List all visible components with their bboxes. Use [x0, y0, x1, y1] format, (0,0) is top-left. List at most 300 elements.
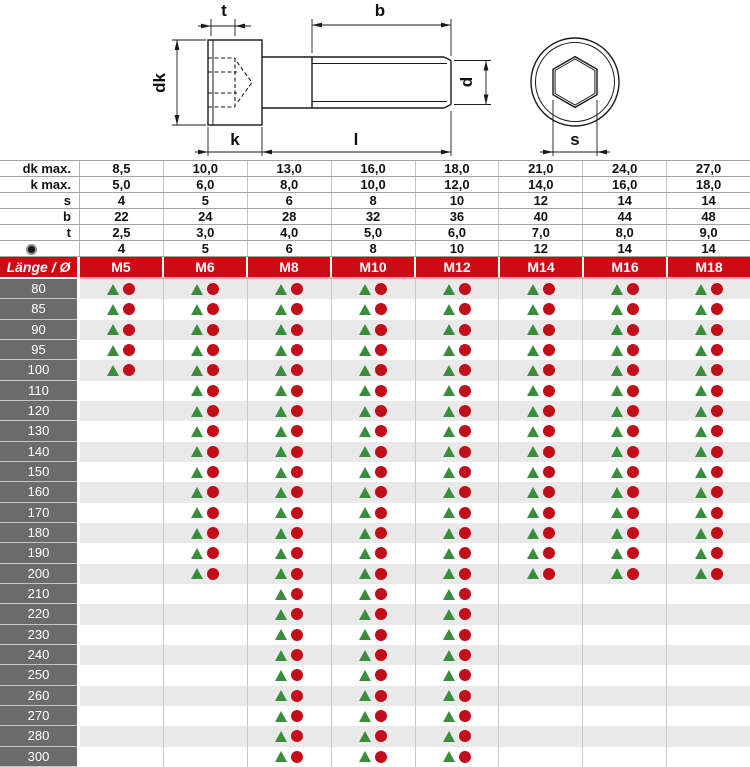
availability-triangle-icon: [275, 446, 287, 457]
spec-row-label: [0, 241, 77, 256]
table-row-length-250: [0, 665, 750, 685]
availability-triangle-icon: [443, 446, 455, 457]
availability-cell: [80, 320, 163, 340]
availability-dot-icon: [459, 751, 471, 763]
availability-cell: [331, 279, 415, 299]
availability-cell: [163, 299, 247, 319]
availability-triangle-icon: [275, 690, 287, 701]
availability-dot-icon: [627, 507, 639, 519]
spec-value: 8: [331, 241, 415, 256]
availability-triangle-icon: [191, 324, 203, 335]
availability-dot-icon: [207, 283, 219, 295]
availability-cell: [331, 543, 415, 563]
availability-triangle-icon: [695, 406, 707, 417]
availability-cell: [331, 421, 415, 441]
availability-dot-icon: [291, 649, 303, 661]
availability-dot-icon: [291, 303, 303, 315]
availability-triangle-icon: [275, 345, 287, 356]
spec-row-label: k max.: [30, 177, 71, 192]
availability-cell: [498, 564, 582, 584]
column-header-m12: M12: [414, 257, 498, 277]
availability-dot-icon: [375, 385, 387, 397]
availability-triangle-icon: [191, 528, 203, 539]
availability-cell: [498, 279, 582, 299]
availability-triangle-icon: [527, 345, 539, 356]
spec-value: 18,0: [415, 161, 499, 176]
availability-cell: [163, 726, 247, 746]
availability-cell: [247, 340, 331, 360]
availability-triangle-icon: [275, 385, 287, 396]
length-cell: 150: [0, 462, 77, 482]
availability-cell: [80, 665, 163, 685]
availability-dot-icon: [627, 568, 639, 580]
availability-cell: [163, 706, 247, 726]
availability-dot-icon: [459, 303, 471, 315]
availability-cell: [415, 686, 499, 706]
availability-dot-icon: [207, 466, 219, 478]
availability-dot-icon: [375, 751, 387, 763]
availability-dot-icon: [543, 344, 555, 356]
availability-dot-icon: [291, 486, 303, 498]
availability-triangle-icon: [695, 426, 707, 437]
availability-cell: [666, 401, 750, 421]
availability-dot-icon: [207, 364, 219, 376]
dim-label-k: k: [230, 130, 240, 149]
availability-dot-icon: [459, 547, 471, 559]
availability-dot-icon: [543, 405, 555, 417]
spec-row-t: [0, 225, 750, 241]
table-row-length-100: [0, 360, 750, 380]
availability-cell: [582, 564, 666, 584]
availability-cell: [415, 279, 499, 299]
availability-cell: [582, 279, 666, 299]
spec-value: 10,0: [163, 161, 247, 176]
availability-dot-icon: [543, 486, 555, 498]
availability-cell: [80, 706, 163, 726]
spec-value: 8,0: [247, 177, 331, 192]
availability-triangle-icon: [107, 284, 119, 295]
availability-triangle-icon: [611, 365, 623, 376]
availability-cell: [582, 523, 666, 543]
availability-cell: [415, 360, 499, 380]
availability-cell: [582, 665, 666, 685]
availability-cell: [415, 706, 499, 726]
availability-cell: [247, 564, 331, 584]
availability-cell: [331, 320, 415, 340]
availability-cell: [666, 360, 750, 380]
spec-value: 7,0: [498, 225, 582, 240]
availability-cell: [247, 482, 331, 502]
availability-cell: [415, 503, 499, 523]
availability-cell: [582, 360, 666, 380]
availability-dot-icon: [291, 568, 303, 580]
availability-dot-icon: [459, 710, 471, 722]
availability-cell: [163, 360, 247, 380]
availability-cell: [666, 442, 750, 462]
availability-dot-icon: [207, 486, 219, 498]
availability-cell: [80, 421, 163, 441]
availability-cell: [582, 604, 666, 624]
availability-cell: [331, 604, 415, 624]
availability-triangle-icon: [443, 589, 455, 600]
availability-cell: [331, 442, 415, 462]
availability-cell: [163, 747, 247, 767]
column-header-m18: M18: [666, 257, 750, 277]
availability-dot-icon: [375, 344, 387, 356]
availability-triangle-icon: [359, 589, 371, 600]
availability-triangle-icon: [611, 385, 623, 396]
matrix-header: [0, 257, 750, 277]
availability-dot-icon: [543, 547, 555, 559]
availability-cell: [247, 706, 331, 726]
spec-value: 40: [498, 209, 582, 224]
spec-value: 12,0: [415, 177, 499, 192]
availability-triangle-icon: [611, 446, 623, 457]
availability-triangle-icon: [695, 345, 707, 356]
availability-triangle-icon: [611, 284, 623, 295]
availability-dot-icon: [711, 568, 723, 580]
availability-triangle-icon: [359, 548, 371, 559]
availability-cell: [415, 665, 499, 685]
availability-triangle-icon: [191, 426, 203, 437]
availability-dot-icon: [711, 425, 723, 437]
table-row-length-240: [0, 645, 750, 665]
availability-dot-icon: [711, 364, 723, 376]
availability-triangle-icon: [275, 731, 287, 742]
availability-dot-icon: [291, 547, 303, 559]
availability-dot-icon: [207, 344, 219, 356]
availability-cell: [415, 747, 499, 767]
availability-cell: [163, 442, 247, 462]
availability-dot-icon: [375, 649, 387, 661]
availability-triangle-icon: [359, 670, 371, 681]
availability-triangle-icon: [275, 670, 287, 681]
availability-dot-icon: [375, 425, 387, 437]
availability-dot-icon: [459, 425, 471, 437]
length-cell: 95: [0, 340, 77, 360]
availability-triangle-icon: [527, 487, 539, 498]
availability-cell: [415, 645, 499, 665]
length-cell: 140: [0, 442, 77, 462]
length-cell: 190: [0, 543, 77, 563]
availability-dot-icon: [627, 466, 639, 478]
availability-cell: [331, 299, 415, 319]
availability-triangle-icon: [611, 324, 623, 335]
availability-cell: [582, 340, 666, 360]
availability-triangle-icon: [527, 324, 539, 335]
availability-dot-icon: [711, 385, 723, 397]
availability-dot-icon: [627, 527, 639, 539]
availability-dot-icon: [291, 324, 303, 336]
spec-row-label: b: [63, 209, 71, 224]
availability-cell: [666, 299, 750, 319]
availability-dot-icon: [207, 405, 219, 417]
screw-drawing-svg: [0, 0, 750, 160]
availability-triangle-icon: [695, 446, 707, 457]
availability-triangle-icon: [107, 365, 119, 376]
availability-dot-icon: [375, 669, 387, 681]
availability-dot-icon: [291, 527, 303, 539]
table-row-length-140: [0, 442, 750, 462]
availability-cell: [415, 604, 499, 624]
spec-row-label: s: [63, 193, 71, 208]
availability-triangle-icon: [611, 406, 623, 417]
spec-value: 27,0: [666, 161, 750, 176]
spec-row-s: [0, 193, 750, 209]
availability-cell: [163, 645, 247, 665]
availability-cell: [80, 360, 163, 380]
table-row-length-260: [0, 686, 750, 706]
availability-cell: [247, 584, 331, 604]
availability-cell: [163, 279, 247, 299]
length-cell: 120: [0, 401, 77, 421]
availability-cell: [163, 523, 247, 543]
availability-dot-icon: [207, 324, 219, 336]
spec-value: 14: [582, 241, 666, 256]
availability-triangle-icon: [191, 385, 203, 396]
spec-value: 22: [114, 209, 129, 224]
availability-cell: [247, 625, 331, 645]
table-row-length-120: [0, 401, 750, 421]
availability-dot-icon: [291, 588, 303, 600]
availability-triangle-icon: [275, 568, 287, 579]
spec-value: 4,0: [247, 225, 331, 240]
spec-value: 5,0: [112, 177, 131, 192]
availability-cell: [498, 381, 582, 401]
availability-cell: [498, 584, 582, 604]
availability-triangle-icon: [695, 467, 707, 478]
availability-dot-icon: [459, 730, 471, 742]
availability-dot-icon: [459, 385, 471, 397]
availability-cell: [331, 645, 415, 665]
availability-cell: [666, 421, 750, 441]
availability-triangle-icon: [359, 385, 371, 396]
availability-triangle-icon: [695, 304, 707, 315]
availability-triangle-icon: [611, 528, 623, 539]
availability-dot-icon: [375, 303, 387, 315]
availability-dot-icon: [291, 751, 303, 763]
availability-cell: [498, 686, 582, 706]
availability-cell: [666, 340, 750, 360]
availability-cell: [666, 645, 750, 665]
spec-value: 14: [582, 193, 666, 208]
availability-dot-icon: [459, 486, 471, 498]
availability-dot-icon: [711, 283, 723, 295]
table-row-length-230: [0, 625, 750, 645]
availability-dot-icon: [459, 669, 471, 681]
availability-dot-icon: [543, 466, 555, 478]
spec-value: 5: [163, 241, 247, 256]
availability-dot-icon: [627, 344, 639, 356]
availability-triangle-icon: [275, 589, 287, 600]
availability-dot-icon: [459, 283, 471, 295]
availability-dot-icon: [459, 466, 471, 478]
availability-cell: [163, 604, 247, 624]
availability-triangle-icon: [695, 568, 707, 579]
availability-cell: [80, 625, 163, 645]
availability-dot-icon: [459, 629, 471, 641]
availability-cell: [498, 665, 582, 685]
availability-dot-icon: [627, 486, 639, 498]
table-row-length-300: [0, 747, 750, 767]
column-header-m16: M16: [582, 257, 666, 277]
table-row-length-110: [0, 381, 750, 401]
availability-cell: [666, 482, 750, 502]
availability-dot-icon: [711, 547, 723, 559]
availability-cell: [80, 726, 163, 746]
spec-value: 44: [582, 209, 666, 224]
availability-dot-icon: [291, 507, 303, 519]
spec-value: 3,0: [163, 225, 247, 240]
availability-cell: [666, 279, 750, 299]
spec-value: 4: [117, 193, 126, 208]
length-cell: 130: [0, 421, 77, 441]
availability-cell: [498, 299, 582, 319]
availability-dot-icon: [291, 385, 303, 397]
availability-triangle-icon: [443, 324, 455, 335]
availability-cell: [247, 543, 331, 563]
availability-cell: [666, 543, 750, 563]
availability-triangle-icon: [527, 284, 539, 295]
spec-value: 14,0: [498, 177, 582, 192]
length-cell: 230: [0, 625, 77, 645]
availability-triangle-icon: [275, 406, 287, 417]
length-cell: 100: [0, 360, 77, 380]
availability-dot-icon: [711, 405, 723, 417]
length-cell: 300: [0, 747, 77, 767]
length-cell: 240: [0, 645, 77, 665]
spec-value: 8,0: [582, 225, 666, 240]
availability-cell: [582, 299, 666, 319]
availability-cell: [331, 564, 415, 584]
spec-value: 12: [498, 193, 582, 208]
availability-cell: [331, 584, 415, 604]
availability-triangle-icon: [359, 284, 371, 295]
availability-triangle-icon: [443, 670, 455, 681]
availability-cell: [331, 726, 415, 746]
availability-cell: [163, 564, 247, 584]
availability-triangle-icon: [359, 426, 371, 437]
availability-cell: [415, 564, 499, 584]
availability-dot-icon: [375, 568, 387, 580]
spec-value: 16,0: [331, 161, 415, 176]
table-row-length-85: [0, 299, 750, 319]
availability-cell: [331, 665, 415, 685]
availability-cell: [331, 747, 415, 767]
availability-cell: [163, 482, 247, 502]
availability-cell: [415, 726, 499, 746]
availability-triangle-icon: [107, 304, 119, 315]
availability-triangle-icon: [527, 426, 539, 437]
length-cell: 210: [0, 584, 77, 604]
availability-cell: [247, 645, 331, 665]
dim-label-d: d: [457, 76, 476, 88]
availability-triangle-icon: [443, 629, 455, 640]
availability-cell: [498, 401, 582, 421]
table-row-length-170: [0, 503, 750, 523]
availability-triangle-icon: [527, 548, 539, 559]
availability-triangle-icon: [359, 711, 371, 722]
dim-label-s: s: [570, 130, 580, 149]
availability-dot-icon: [711, 507, 723, 519]
availability-cell: [498, 625, 582, 645]
availability-triangle-icon: [443, 650, 455, 661]
availability-dot-icon: [627, 324, 639, 336]
availability-triangle-icon: [359, 487, 371, 498]
availability-cell: [163, 665, 247, 685]
availability-dot-icon: [291, 283, 303, 295]
availability-triangle-icon: [275, 751, 287, 762]
availability-cell: [331, 523, 415, 543]
availability-dot-icon: [123, 324, 135, 336]
screw-shank-outline: [262, 57, 451, 108]
availability-dot-icon: [207, 507, 219, 519]
availability-cell: [415, 584, 499, 604]
availability-dot-icon: [291, 690, 303, 702]
availability-dot-icon: [291, 425, 303, 437]
spec-value: 36: [415, 209, 499, 224]
availability-dot-icon: [543, 385, 555, 397]
availability-dot-icon: [459, 405, 471, 417]
availability-cell: [163, 320, 247, 340]
availability-dot-icon: [459, 568, 471, 580]
availability-dot-icon: [627, 547, 639, 559]
availability-dot-icon: [375, 507, 387, 519]
spec-value: 5: [163, 193, 247, 208]
availability-cell: [498, 706, 582, 726]
availability-cell: [498, 462, 582, 482]
table-row-length-150: [0, 462, 750, 482]
length-cell: 250: [0, 665, 77, 685]
availability-cell: [163, 421, 247, 441]
availability-dot-icon: [543, 283, 555, 295]
column-header-m8: M8: [246, 257, 330, 277]
availability-cell: [666, 747, 750, 767]
availability-triangle-icon: [191, 406, 203, 417]
availability-dot-icon: [459, 527, 471, 539]
availability-triangle-icon: [527, 446, 539, 457]
spec-value: 32: [331, 209, 415, 224]
availability-triangle-icon: [275, 467, 287, 478]
availability-cell: [331, 340, 415, 360]
spec-value: 12: [498, 241, 582, 256]
spec-value: 5,0: [331, 225, 415, 240]
availability-dot-icon: [207, 385, 219, 397]
availability-triangle-icon: [443, 711, 455, 722]
availability-dot-icon: [711, 527, 723, 539]
availability-dot-icon: [375, 466, 387, 478]
socket-head-icon: [26, 244, 37, 255]
availability-cell: [80, 584, 163, 604]
spec-value: 6,0: [415, 225, 499, 240]
spec-value: 6: [247, 241, 331, 256]
availability-cell: [582, 706, 666, 726]
availability-triangle-icon: [527, 507, 539, 518]
availability-dot-icon: [375, 588, 387, 600]
availability-dot-icon: [291, 446, 303, 458]
screw-head-outline: [208, 40, 262, 125]
length-cell: 170: [0, 503, 77, 523]
availability-triangle-icon: [191, 548, 203, 559]
availability-triangle-icon: [275, 507, 287, 518]
availability-cell: [582, 726, 666, 746]
availability-cell: [415, 340, 499, 360]
spec-value: 10: [415, 193, 499, 208]
availability-cell: [498, 421, 582, 441]
matrix-corner-label: Länge / Ø: [0, 257, 77, 277]
availability-dot-icon: [375, 364, 387, 376]
availability-cell: [163, 686, 247, 706]
